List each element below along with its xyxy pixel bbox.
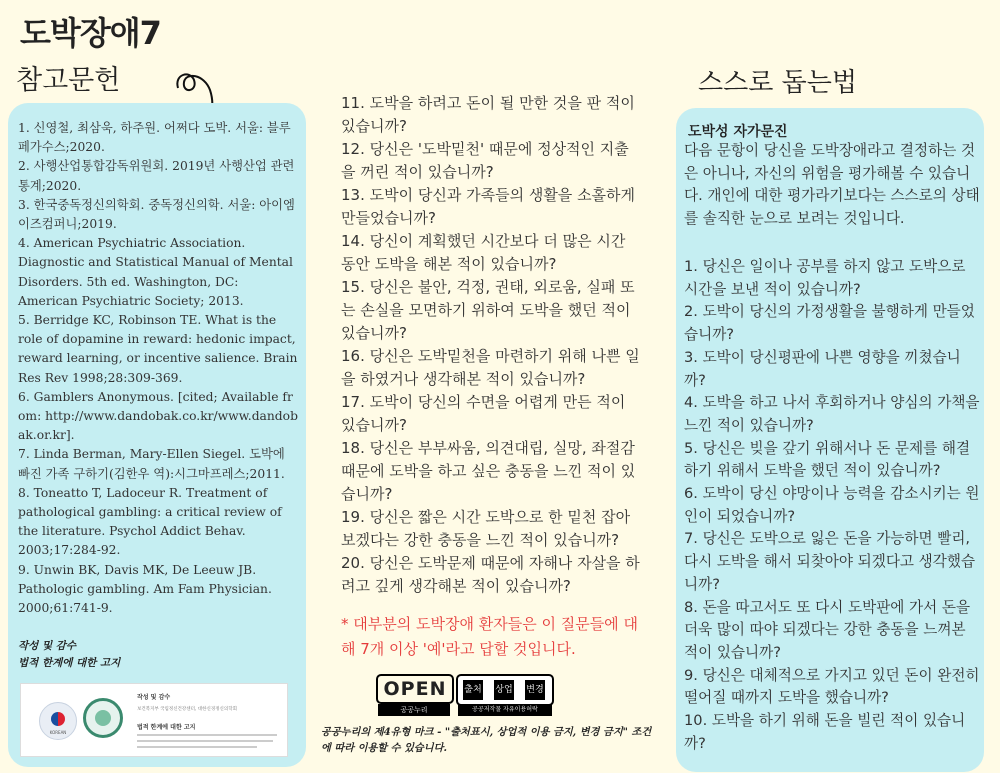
self-test-intro: 다음 문항이 당신을 도박장애라고 결정하는 것은 아니나, 자신의 위험을 평가해볼 수 있습니다. 개인에 대한 평가라기보다는 스스로의 상태를 솔직한 눈으로 보려는 것입니다. <box>684 142 980 228</box>
question-item: 11. 도박을 하려고 돈이 될 만한 것을 판 적이 있습니까? <box>341 94 635 135</box>
question-item: 17. 도박이 당신의 수면을 어렵게 만든 적이 있습니까? <box>341 393 626 434</box>
reference-item: 6. Gamblers Anonymous. [cited; Available from: http://www.dandobak.co.kr/www.dandobak.or.kr]. <box>18 389 298 443</box>
question-item: 6. 도박이 당신 야망이나 능력을 감소시키는 원인이 되었습니까? <box>684 485 980 525</box>
attribution-icon: 출처 <box>463 680 483 700</box>
question-item: 8. 돈을 따고서도 또 다시 도박판에 가서 돈을 더욱 많이 따야 되겠다는 강한 충동을 느껴본 적이 있습니까? <box>684 598 971 661</box>
reference-item: 1. 신영철, 최삼욱, 하주원. 어쩌다 도박. 서울: 블루페가수스;2020. <box>18 121 291 155</box>
question-item: 7. 당신은 도박으로 잃은 돈을 가능하면 빨리, 다시 도박을 해서 되찾아야 되겠다고 생각했습니까? <box>684 530 976 593</box>
question-item: 9. 당신은 대체적으로 가지고 있던 돈이 완전히 떨어질 때까지 도박을 했습니까? <box>684 666 980 707</box>
association-logo <box>83 698 123 738</box>
noncommercial-icon: 상업 <box>494 680 514 700</box>
question-item: 10. 도박을 하기 위해 돈을 빌린 적이 있습니까? <box>684 712 966 752</box>
references-list <box>18 119 300 618</box>
self-help-heading: 스스로 돕는법 <box>698 68 857 98</box>
thumbnail-text-line <box>137 746 257 748</box>
question-item: 14. 당신이 계획했던 시간보다 더 많은 시간 동안 도박을 해본 적이 있습니까? <box>341 232 626 273</box>
government-logo <box>39 702 77 740</box>
thumbnail-title: 작성 및 감수 <box>137 694 171 701</box>
question-item: 3. 도박이 당신평판에 나쁜 영향을 끼쳤습니까? <box>684 348 961 389</box>
reference-item: 5. Berridge KC, Robinson TE. What is the role of dopamine in reward: hedonic impact, reward learning, or incentive salience. Brain Res Rev 1998;28:309-369. <box>18 313 298 385</box>
kogl-open-logo <box>374 672 552 718</box>
score-note: * 대부분의 도박장애 환자들은 이 질문들에 대해 7개 이상 '예'라고 답할 것입니다. <box>341 615 638 658</box>
self-test-questions <box>684 256 980 755</box>
thumbnail-text-line <box>137 740 273 742</box>
questions-continued <box>341 92 641 598</box>
license-icons <box>456 674 554 706</box>
question-item: 5. 당신은 빚을 갚기 위해서나 돈 문제를 해결하기 위해서 도박을 했던 적이 있습니까? <box>684 439 971 480</box>
question-item: 16. 당신은 도박밑천을 마련하기 위해 나쁜 일을 하였거나 생각해본 적이 있습니까? <box>341 347 640 388</box>
supervision-line: 작성 및 감수 <box>18 640 77 652</box>
reference-item: 3. 한국중독정신의학회. 중독정신의학. 서울: 아이엠이즈컴퍼니;2019. <box>18 197 295 232</box>
question-item: 4. 도박을 하고 나서 후회하거나 양심의 가책을 느낀 적이 있습니까? <box>684 394 980 434</box>
references-heading: 참고문헌 <box>16 65 121 96</box>
taegeuk-icon <box>51 712 65 726</box>
thumbnail-subtitle: 보건복지부 국립정신건강센터, 대한신경정신의학회 <box>137 707 237 712</box>
document-thumbnail <box>20 683 288 757</box>
question-item: 12. 당신은 '도박밑천' 때문에 정상적인 지출을 꺼린 적이 있습니까? <box>341 140 629 181</box>
reference-item: 4. American Psychiatric Association. Diagnostic and Statistical Manual of Mental Disorders. 5th ed. Washington, DC: American Psychiatric Society; 2013. <box>18 236 293 308</box>
open-tag: 공공누리 <box>378 704 450 716</box>
supervision-note <box>18 638 120 672</box>
open-wordmark: OPEN <box>376 674 454 704</box>
question-item: 19. 당신은 짧은 시간 도박으로 한 밑천 잡아 보겠다는 강한 충동을 느낀 적이 있습니까? <box>341 508 631 549</box>
question-item: 13. 도박이 당신과 가족들의 생활을 소홀하게 만들었습니까? <box>341 186 636 227</box>
self-test-heading: 도박성 자가문진 <box>688 124 788 140</box>
question-item: 15. 당신은 불안, 걱정, 권태, 외로움, 실패 또는 손실을 모면하기 위하여 도박을 했던 적이 있습니까? <box>341 278 635 342</box>
reference-item: 9. Unwin BK, Davis MK, De Leeuw JB. Pathologic gambling. Am Fam Physician. 2000;61:741-9. <box>18 562 272 616</box>
thumbnail-text-line <box>137 734 277 736</box>
question-item: 2. 도박이 당신의 가정생활을 불행하게 만들었습니까? <box>684 303 975 344</box>
logo-caption: KOREAN <box>49 730 67 735</box>
reference-item: 7. Linda Berman, Mary-Ellen Siegel. 도박에 빠진 가족 구하기(김한우 역):시그마프레스;2011. <box>18 447 285 481</box>
reference-item: 2. 사행산업통합감독위원회. 2019년 사행산업 관련 통계;2020. <box>18 159 295 193</box>
question-item: 18. 당신은 부부싸움, 의견대립, 실망, 좌절감 때문에 도박을 하고 싶은 충동을 느낀 적이 있습니까? <box>341 439 636 503</box>
reference-item: 8. Toneatto T, Ladoceur R. Treatment of pathological gambling: a critical review of the literature. Psychol Addict Behav. 2003;17:284-92. <box>18 485 282 558</box>
license-conditions: 공공저작물 자유이용허락 <box>458 704 552 716</box>
page-title: 도박장애7 <box>20 14 161 52</box>
question-item: 1. 당신은 일이나 공부를 하지 않고 도박으로 시간을 보낸 적이 있습니까? <box>684 258 966 298</box>
self-test-panel <box>676 108 984 772</box>
noderivs-icon: 변경 <box>525 680 545 700</box>
thumbnail-heading: 법적 한계에 대한 고지 <box>137 724 196 731</box>
legal-notice-line: 법적 한계에 대한 고지 <box>18 657 121 669</box>
license-text: 공공누리의 제4유형 마크 - "출처표시, 상업적 이용 금지, 변경 금지" 조건에 따라 이용할 수 있습니다. <box>321 726 652 754</box>
references-panel <box>8 103 306 767</box>
question-item: 20. 당신은 도박문제 때문에 자해나 자살을 하려고 깊게 생각해본 적이 있습니까? <box>341 554 640 595</box>
